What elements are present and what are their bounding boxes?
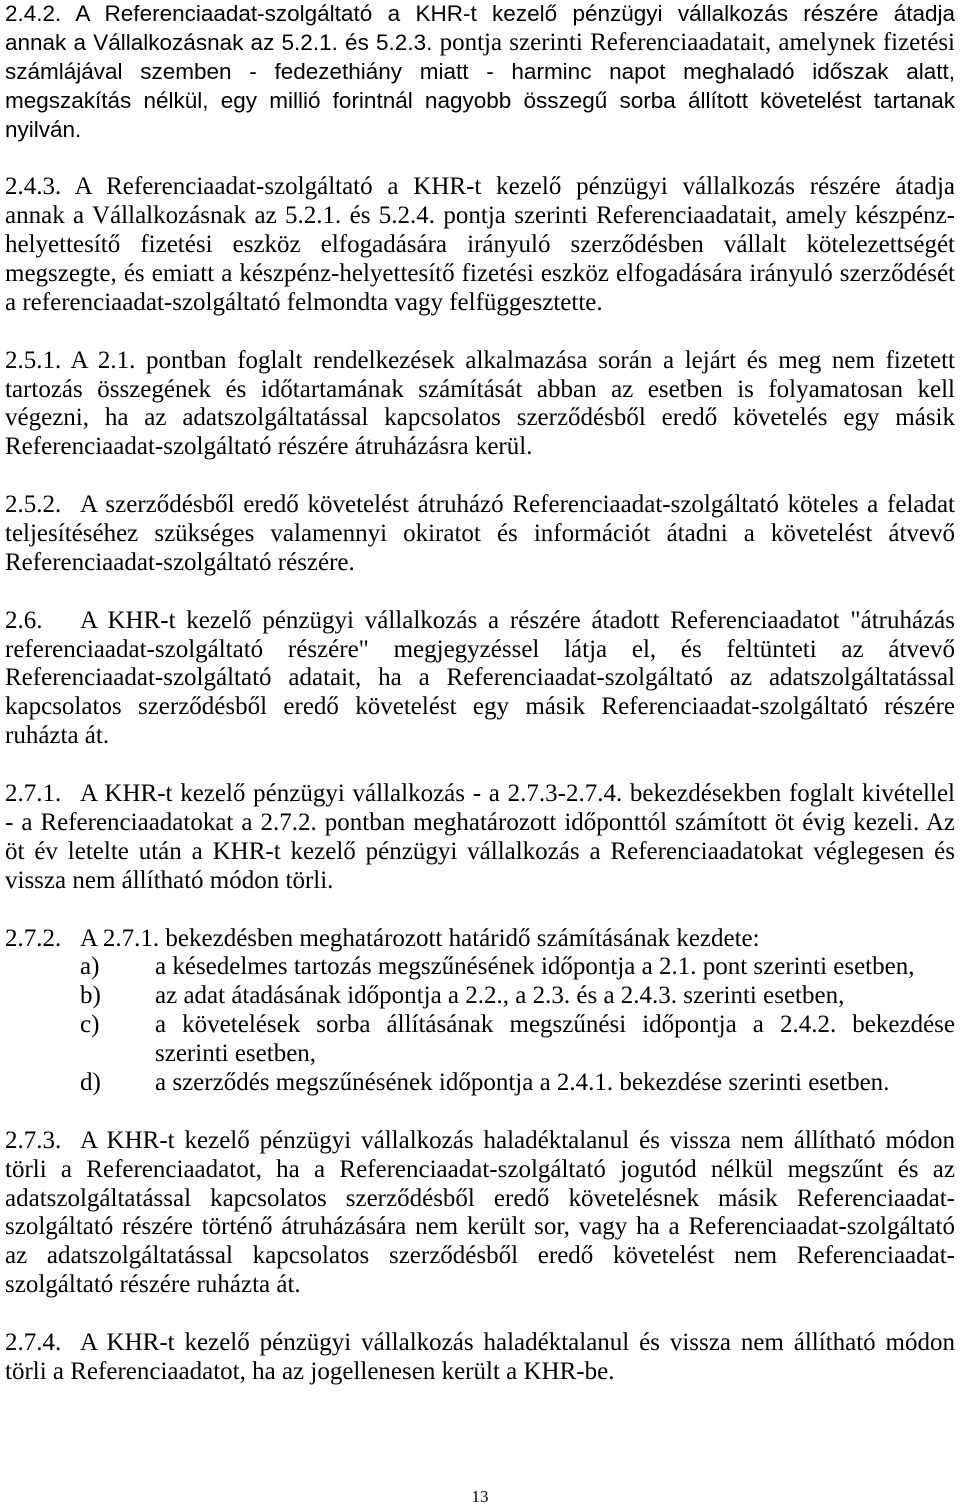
- paragraph-number: 2.7.4.: [5, 1328, 62, 1356]
- line-text: A 2.1. pontban foglalt rendelkezések alkalmazása során a lejárt és meg nem fizetett: [70, 346, 955, 374]
- paragraph-2-5-1: [5, 347, 955, 463]
- paragraph-line: Referenciaadat-szolgáltató részére átruházásra kerül.: [5, 433, 533, 461]
- paragraph-line: [5, 491, 955, 520]
- paragraph-2-6: [5, 607, 955, 751]
- paragraph-line: [5, 173, 955, 202]
- paragraph-line: megszakítás nélkül, egy millió forintnál nagyobb összegű sorba állított követelést tartanak: [5, 87, 955, 113]
- paragraph-line: a referenciaadat-szolgáltató felmondta vagy felfüggesztette.: [5, 288, 603, 316]
- list-item-c: [5, 1011, 955, 1069]
- paragraph-number: 2.7.1.: [5, 780, 62, 808]
- paragraph-2-7-1: [5, 780, 955, 896]
- list-item-b: [5, 982, 955, 1011]
- paragraph-line: öt év letelte után a KHR-t kezelő pénzügyi vállalkozás a Referenciaadatokat véglegesen és: [5, 837, 955, 865]
- paragraph-line: számlájával szemben - fedezethiány miatt - harminc napot meghaladó időszak alatt,: [5, 58, 955, 84]
- list-line: a szerződés megszűnésének időpontja a 2.4.1. bekezdése szerinti esetben.: [155, 1068, 890, 1096]
- paragraph-line: végezni, ha az adatszolgáltatással kapcsolatos szerződésből eredő követelés egy másik: [5, 404, 955, 432]
- page-number: 13: [471, 1487, 489, 1506]
- list-line: a követelések sorba állításának megszűnési időpontja a 2.4.2. bekezdése: [155, 1011, 955, 1039]
- paragraph-line: teljesítéséhez szükséges valamennyi okiratot és információt átadni a követelést átvevő: [5, 520, 955, 548]
- paragraph-line: szolgáltató részére történő átruházására nem került sor, vagy ha a Referenciaadat-szolgáltató: [5, 1213, 955, 1241]
- paragraph-number: 2.4.3.: [5, 173, 62, 201]
- paragraph-line: adatszolgáltatással kapcsolatos szerződésből eredő követelésnek másik Referenciaadat-: [5, 1184, 955, 1212]
- list-label: c): [80, 1011, 100, 1039]
- paragraph-line: [5, 780, 955, 809]
- line-text: A KHR-t kezelő pénzügyi vállalkozás a részére átadott Referenciaadatot "átruházás: [80, 606, 955, 634]
- list-item-d: [5, 1069, 955, 1098]
- paragraph-number: 2.7.3.: [5, 1126, 62, 1154]
- line-text: A KHR-t kezelő pénzügyi vállalkozás haladéktalanul és vissza nem állítható módon: [80, 1328, 955, 1356]
- paragraph-line: helyettesítő fizetési eszköz elfogadására irányuló szerződésben vállalt kötelezettségét: [5, 231, 955, 259]
- paragraph-line: nyilván.: [5, 116, 82, 142]
- line-text: A KHR-t kezelő pénzügyi vállalkozás - a 2.7.3-2.7.4. bekezdésekben foglalt kivétellel: [80, 780, 955, 808]
- paragraph-line: [5, 925, 955, 954]
- paragraph-number: 2.5.1.: [5, 346, 62, 374]
- line-text: A Referenciaadat-szolgáltató a KHR-t kezelő pénzügyi vállalkozás részére átadja: [74, 173, 956, 201]
- list-text: [155, 953, 955, 982]
- paragraph-line: megszegte, és emiatt a készpénz-helyettesítő fizetési eszköz elfogadására irányuló szerződését: [5, 260, 955, 288]
- paragraph-line: Referenciaadat-szolgáltató adatait, ha a Referenciaadat-szolgáltató az adatszolgáltatással: [5, 664, 955, 692]
- line-text: A 2.7.1. bekezdésben meghatározott határidő számításának kezdete:: [80, 924, 760, 952]
- list-item-a: [5, 953, 955, 982]
- paragraph-line: ruházta át.: [5, 722, 110, 750]
- paragraph-2-5-2: [5, 491, 955, 578]
- list-text: [155, 982, 955, 1011]
- paragraph-2-7-3: [5, 1127, 955, 1300]
- list-line: az adat átadásának időpontja a 2.2., a 2.3. és a 2.4.3. szerinti esetben,: [155, 982, 845, 1010]
- paragraph-line: törli a Referenciaadatot, ha a Referenciaadat-szolgáltató jogutód nélkül megszűnt és az: [5, 1155, 955, 1183]
- paragraph-number: 2.5.2.: [5, 491, 62, 519]
- paragraph-2-7-4: [5, 1329, 955, 1387]
- line-text-sans: annak a Vállalkozásnak az 5.2.1. és 5.2.3.: [5, 29, 433, 55]
- paragraph-line: [5, 0, 955, 29]
- paragraph-line: annak a Vállalkozásnak az 5.2.1. és 5.2.4. pontja szerinti Referenciaadatait, amely készpénz-: [5, 202, 955, 230]
- paragraph-line: szolgáltató részére ruházta át.: [5, 1271, 301, 1299]
- list-label: a): [80, 953, 100, 981]
- paragraph-line: [5, 1329, 955, 1358]
- paragraph-2-7-2: [5, 925, 955, 1098]
- paragraph-line: tartozás összegének és időtartamának számítását abban az esetben is folyamatosan kell: [5, 375, 955, 403]
- paragraph-line: az adatszolgáltatással kapcsolatos szerződésből eredő követelést nem Referenciaadat-: [5, 1242, 955, 1270]
- paragraph-line: referenciaadat-szolgáltató részére" megjegyzéssel látja el, és feltünteti az átvevő: [5, 635, 955, 663]
- paragraph-line: [5, 29, 955, 58]
- line-text: A szerződésből eredő követelést átruházó Referenciaadat-szolgáltató köteles a feladat: [80, 491, 955, 519]
- list-label: d): [80, 1068, 101, 1096]
- line-text-serif: pontja szerinti Referenciaadatait, amelynek fizetési: [439, 28, 955, 56]
- list-line: szerinti esetben,: [155, 1040, 317, 1068]
- paragraph-line: Referenciaadat-szolgáltató részére.: [5, 548, 355, 576]
- list-text: [155, 1069, 955, 1098]
- paragraph-line: kapcsolatos szerződésből eredő követelést egy másik Referenciaadat-szolgáltató részére: [5, 693, 955, 721]
- paragraph-line: vissza nem állítható módon törli.: [5, 866, 334, 894]
- paragraph-line: - a Referenciaadatokat a 2.7.2. pontban meghatározott időponttól számított öt évig kezeli. Az: [5, 808, 955, 836]
- paragraph-line: törli a Referenciaadatot, ha az jogellenesen került a KHR-be.: [5, 1357, 615, 1385]
- paragraph-number: 2.4.2.: [5, 1, 62, 26]
- paragraph-2-4-2: [5, 0, 955, 144]
- list-text: [155, 1011, 955, 1069]
- paragraph-line: [5, 1127, 955, 1156]
- list-line: a késedelmes tartozás megszűnésének időpontja a 2.1. pont szerinti esetben,: [155, 953, 915, 981]
- list-label: b): [80, 982, 101, 1010]
- paragraph-line: [5, 607, 955, 636]
- paragraph-line: [5, 347, 955, 376]
- paragraph-number: 2.6.: [5, 606, 43, 634]
- paragraph-2-4-3: [5, 173, 955, 317]
- line-text: A KHR-t kezelő pénzügyi vállalkozás haladéktalanul és vissza nem állítható módon: [80, 1126, 955, 1154]
- document-body: [5, 0, 955, 1416]
- paragraph-number: 2.7.2.: [5, 924, 62, 952]
- line-text: A Referenciaadat-szolgáltató a KHR-t kezelő pénzügyi vállalkozás részére átadja: [75, 1, 955, 26]
